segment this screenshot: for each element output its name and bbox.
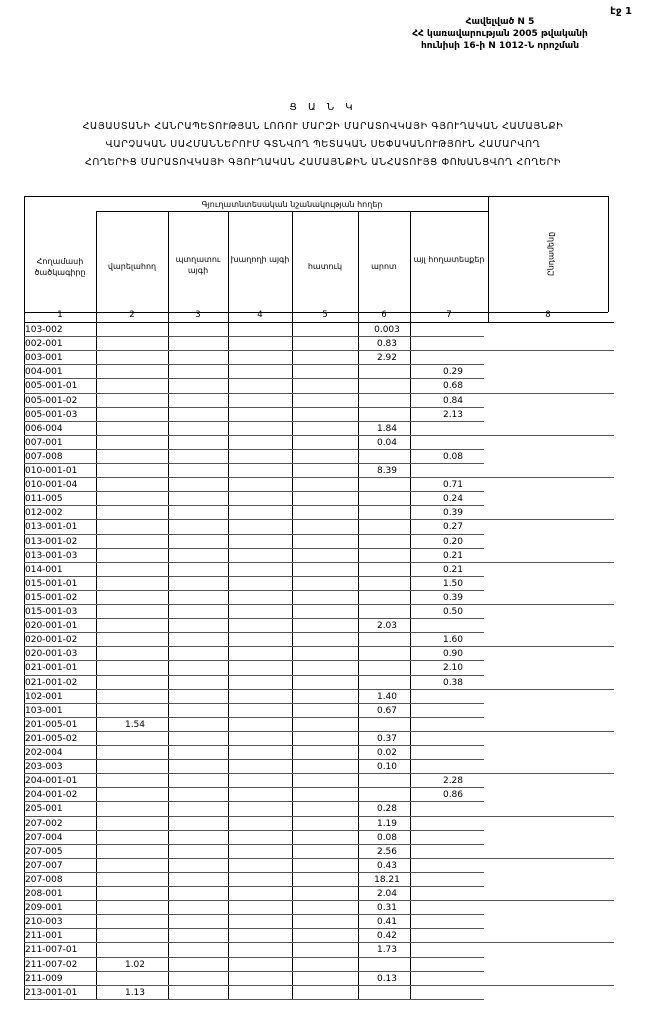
col-number-5: 5 xyxy=(322,310,328,320)
col-header-total: Ընդամենը xyxy=(546,231,556,277)
subtitle-line-2: ՎԱՐՉԱԿԱՆ ՍԱՀՄԱՆՆԵՐՈՒՄ ԳՏՆՎՈՂ ՊԵՏԱԿԱՆ ՍԵՓԱԿԱՆՈՒԹՅՈՒՆ ՀԱՄԱՐՎՈՂ xyxy=(105,139,541,150)
annex-reference xyxy=(386,16,614,52)
value-cell-c2: 1.13 xyxy=(124,988,146,998)
document-title: Ց Ա Ն Կ xyxy=(289,102,357,113)
parcel-code-cell: 208-001 xyxy=(25,889,63,899)
parcel-code-cell: 211-007-02 xyxy=(25,960,78,970)
table-row xyxy=(24,520,614,535)
value-cell-c6: 2.56 xyxy=(376,847,398,857)
value-cell-c7 xyxy=(414,802,492,817)
parcel-code-cell: 015-001-03 xyxy=(25,607,78,617)
value-cell-c7: 0.20 xyxy=(442,537,464,547)
parcel-code-cell: 211-001 xyxy=(25,931,63,941)
parcel-code-cell: 103-001 xyxy=(25,706,63,716)
col-header-other: այլ հողատեսքեր xyxy=(413,255,485,264)
parcel-code-cell: 015-001-01 xyxy=(25,579,78,589)
value-cell-c6 xyxy=(360,661,414,676)
value-cell-c7: 0.21 xyxy=(442,565,464,575)
value-cell-c6: 2.03 xyxy=(376,621,398,631)
value-cell-c6: 0.04 xyxy=(376,438,398,448)
value-cell-c7: 0.27 xyxy=(442,522,464,532)
value-cell-c2 xyxy=(96,379,174,394)
parcel-code-cell: 201-005-02 xyxy=(25,734,78,744)
value-cell-c6: 0.10 xyxy=(376,762,398,772)
parcel-code-cell: 010-001-04 xyxy=(25,480,78,490)
value-cell-c7: 0.24 xyxy=(442,494,464,504)
value-cell-c7: 0.21 xyxy=(442,551,464,561)
value-cell-c2 xyxy=(96,802,174,817)
col-number-1: 1 xyxy=(57,310,63,320)
parcel-code-cell: 003-001 xyxy=(25,353,63,363)
parcel-code-cell: 202-004 xyxy=(25,748,63,758)
value-cell-c6: 1.19 xyxy=(376,819,398,829)
parcel-code-cell: 213-001-01 xyxy=(25,988,78,998)
table-row xyxy=(24,802,614,817)
value-cell-c7: 0.39 xyxy=(442,593,464,603)
value-cell-c6: 0.02 xyxy=(376,748,398,758)
parcel-code-cell: 012-002 xyxy=(25,508,63,518)
parcel-code-cell: 020-001-01 xyxy=(25,621,78,631)
col-header-arable: վարելահող xyxy=(107,262,157,271)
parcel-code-cell: 207-002 xyxy=(25,819,63,829)
value-cell-c2 xyxy=(96,520,174,535)
parcel-code-cell: 005-001-02 xyxy=(25,396,78,406)
annex-line-2: ՀՀ կառավարության 2005 թվականի xyxy=(412,29,588,39)
value-cell-c6: 8.39 xyxy=(376,466,398,476)
table-row xyxy=(24,661,614,676)
parcel-code-cell: 007-001 xyxy=(25,438,63,448)
value-cell-c7: 0.90 xyxy=(442,649,464,659)
value-cell-c6 xyxy=(360,520,414,535)
parcel-code-cell: 007-008 xyxy=(25,452,63,462)
value-cell-c7: 2.13 xyxy=(442,410,464,420)
parcel-code-cell: 210-003 xyxy=(25,917,63,927)
parcel-code-cell: 011-005 xyxy=(25,494,63,504)
parcel-code-cell: 204-001-01 xyxy=(25,776,78,786)
value-cell-c7: 2.10 xyxy=(442,663,464,673)
value-cell-c2 xyxy=(96,943,174,958)
parcel-code-cell: 207-007 xyxy=(25,861,63,871)
parcel-code-cell: 013-001-01 xyxy=(25,522,78,532)
table-row xyxy=(24,379,614,394)
document-subtitle xyxy=(6,118,640,172)
col-header-vineyard: խաղողի այգի xyxy=(230,255,290,264)
value-cell-c2: 1.54 xyxy=(124,720,146,730)
value-cell-c6: 0.28 xyxy=(376,804,398,814)
parcel-code-cell: 102-001 xyxy=(25,692,63,702)
parcel-code-cell: 207-004 xyxy=(25,833,63,843)
value-cell-c6: 0.13 xyxy=(376,974,398,984)
group-header: Գյուղատնտեսական նշանակության հողեր xyxy=(201,200,383,209)
value-cell-c6: 0.83 xyxy=(376,339,398,349)
parcel-code-cell: 211-007-01 xyxy=(25,945,78,955)
col-number-2: 2 xyxy=(129,310,135,320)
parcel-code-cell: 209-001 xyxy=(25,903,63,913)
parcel-code-cell: 021-001-01 xyxy=(25,663,78,673)
parcel-code-cell: 207-005 xyxy=(25,847,63,857)
value-cell-c6: 1.84 xyxy=(376,424,398,434)
value-cell-c7: 1.60 xyxy=(442,635,464,645)
parcel-code-cell: 005-001-01 xyxy=(25,381,78,391)
value-cell-c6: 0.37 xyxy=(376,734,398,744)
page-number: էջ 1 xyxy=(610,6,632,17)
table-row xyxy=(24,943,614,958)
subtitle-line-3: ՀՈՂԵՐԻՑ ՄԱՐԱՏՈՎԿԱՅԻ ԳՅՈՒՂԱԿԱՆ ՀԱՄԱՅՆՔԻՆ ԱՆՀԱՏՈՒՅՑ ՓՈԽԱՆՑՎՈՂ ՀՈՂԵՐԻ xyxy=(84,157,562,168)
parcel-code-cell: 004-001 xyxy=(25,367,63,377)
parcel-code-cell: 005-001-03 xyxy=(25,410,78,420)
col-header-special: հատուկ xyxy=(307,262,343,271)
value-cell-c7: 0.29 xyxy=(442,367,464,377)
parcel-code-cell: 207-008 xyxy=(25,875,63,885)
annex-line-1: Հավելված N 5 xyxy=(465,17,535,27)
value-cell-c7: 0.38 xyxy=(442,678,464,688)
parcel-code-cell: 103-002 xyxy=(25,325,63,335)
value-cell-c7: 0.08 xyxy=(442,452,464,462)
col-header-code: Հողամասի ծածկագիրը xyxy=(34,257,86,277)
col-number-3: 3 xyxy=(195,310,201,320)
parcel-code-cell: 021-001-02 xyxy=(25,678,78,688)
parcel-code-cell: 002-001 xyxy=(25,339,63,349)
value-cell-c7: 0.71 xyxy=(442,480,464,490)
value-cell-c6: 2.04 xyxy=(376,889,398,899)
parcel-code-cell: 211-009 xyxy=(25,974,63,984)
parcel-code-cell: 205-001 xyxy=(25,804,63,814)
value-cell-c6 xyxy=(360,379,414,394)
value-cell-c6: 0.08 xyxy=(376,833,398,843)
parcel-code-cell: 015-001-02 xyxy=(25,593,78,603)
value-cell-c7 xyxy=(414,943,492,958)
value-cell-c6: 0.41 xyxy=(376,917,398,927)
parcel-code-cell: 014-001 xyxy=(25,565,63,575)
value-cell-c7: 1.50 xyxy=(442,579,464,589)
value-cell-c6: 1.73 xyxy=(376,945,398,955)
value-cell-c6: 0.67 xyxy=(376,706,398,716)
col-number-6: 6 xyxy=(381,310,387,320)
parcel-code-cell: 203-003 xyxy=(25,762,63,772)
col-number-7: 7 xyxy=(446,310,452,320)
value-cell-c6: 1.40 xyxy=(376,692,398,702)
value-cell-c6: 0.003 xyxy=(374,325,400,335)
parcel-code-cell: 020-001-03 xyxy=(25,649,78,659)
value-cell-c6: 2.92 xyxy=(376,353,398,363)
value-cell-c2: 1.02 xyxy=(124,960,146,970)
annex-line-3: հունիսի 16-ի N 1012-Ն որոշման xyxy=(420,41,580,51)
value-cell-c6: 18.21 xyxy=(374,875,400,885)
value-cell-c7: 0.68 xyxy=(442,381,464,391)
value-cell-c7: 0.86 xyxy=(442,790,464,800)
col-header-pasture: արոտ xyxy=(371,262,397,271)
value-cell-c6: 0.31 xyxy=(376,903,398,913)
value-cell-c7: 0.39 xyxy=(442,508,464,518)
parcel-code-cell: 010-001-01 xyxy=(25,466,78,476)
parcel-code-cell: 201-005-01 xyxy=(25,720,78,730)
parcel-code-cell: 013-001-02 xyxy=(25,537,78,547)
subtitle-line-1: ՀԱՅԱՍՏԱՆԻ ՀԱՆՐԱՊԵՏՈՒԹՅԱՆ ԼՈՌՈՒ ՄԱՐԶԻ ՄԱՐԱՏՈՎԿԱՅԻ ԳՅՈՒՂԱԿԱՆ ՀԱՄԱՅՆՔԻ xyxy=(82,121,564,132)
value-cell-c7: 0.50 xyxy=(442,607,464,617)
value-cell-c6: 0.43 xyxy=(376,861,398,871)
parcel-code-cell: 006-004 xyxy=(25,424,63,434)
value-cell-c7: 0.84 xyxy=(442,396,464,406)
col-number-8: 8 xyxy=(545,310,551,320)
value-cell-c7: 2.28 xyxy=(442,776,464,786)
value-cell-c2 xyxy=(96,661,174,676)
col-number-4: 4 xyxy=(257,310,263,320)
parcel-code-cell: 013-001-03 xyxy=(25,551,78,561)
col-header-orchard: պտղատու այգի xyxy=(175,255,221,275)
parcel-code-cell: 020-001-02 xyxy=(25,635,78,645)
parcel-code-cell: 204-001-02 xyxy=(25,790,78,800)
value-cell-c6: 0.42 xyxy=(376,931,398,941)
